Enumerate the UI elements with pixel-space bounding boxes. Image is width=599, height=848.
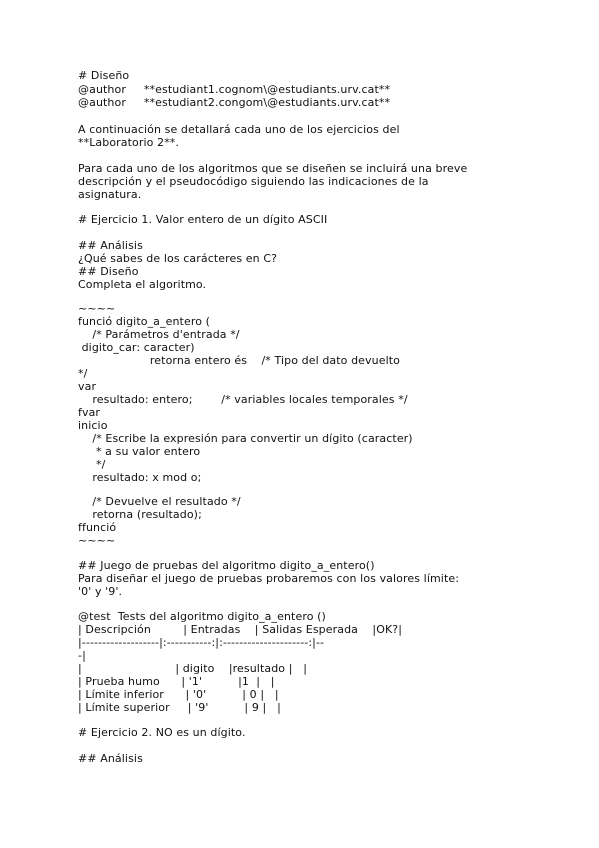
- paragraph-line-2: descripción y el pseudocódigo siguiendo las indicaciones de la: [78, 175, 429, 188]
- table-header-row: | Descripción | Entradas | Salidas Esperada |OK?|: [78, 623, 403, 636]
- code-line: */: [78, 458, 106, 471]
- code-fence-close: ~~~~: [78, 534, 116, 547]
- heading-diseno: # Diseño: [78, 69, 130, 82]
- code-line: inicio: [78, 419, 108, 432]
- question-text: ¿Qué sabes de los carácteres en C?: [78, 252, 278, 265]
- intro-text-2: **Laboratorio 2**.: [78, 136, 179, 149]
- code-line: var: [78, 380, 97, 393]
- subheading-analisis: ## Análisis: [78, 239, 143, 252]
- pruebas-text-2: '0' y '9'.: [78, 585, 123, 598]
- code-line: */: [78, 367, 88, 380]
- table-row: | Límite inferior | '0' | 0 | |: [78, 688, 279, 701]
- table-row: | Prueba humo | '1' |1 | |: [78, 675, 275, 688]
- author-line-1: @author **estudiant1.cognom\@estudiants.urv.cat**: [78, 83, 391, 96]
- subheading-diseno: ## Diseño: [78, 265, 139, 278]
- code-line: /* Parámetros d'entrada */: [78, 328, 240, 341]
- code-line: resultado: entero; /* variables locales temporales */: [78, 393, 408, 406]
- table-separator-wrap: -|: [78, 649, 86, 662]
- subheading-juego-pruebas: ## Juego de pruebas del algoritmo digito_a_entero(): [78, 559, 375, 572]
- author-line-2: @author **estudiant2.congom\@estudiants.urv.cat**: [78, 96, 391, 109]
- code-line: ffunció: [78, 521, 117, 534]
- code-line: retorna (resultado);: [78, 508, 202, 521]
- paragraph-line-3: asignatura.: [78, 188, 142, 201]
- instruction-text: Completa el algoritmo.: [78, 278, 207, 291]
- code-line: /* Devuelve el resultado */: [78, 495, 241, 508]
- test-heading: @test Tests del algoritmo digito_a_entero (): [78, 610, 326, 623]
- table-row: | | digito |resultado | |: [78, 662, 308, 675]
- heading-ejercicio-1: # Ejercicio 1. Valor entero de un dígito ASCII: [78, 213, 328, 226]
- code-line: digito_car: caracter): [78, 341, 195, 354]
- table-row: | Límite superior | '9' | 9 | |: [78, 701, 281, 714]
- code-line: /* Escribe la expresión para convertir un dígito (caracter): [78, 432, 413, 445]
- pruebas-text-1: Para diseñar el juego de pruebas probaremos con los valores límite:: [78, 572, 460, 585]
- heading-ejercicio-2: # Ejercicio 2. NO es un dígito.: [78, 726, 246, 739]
- code-line: retorna entero és /* Tipo del dato devuelto: [78, 354, 400, 367]
- table-separator-row: |-------------------|:-----------:|:---------------------:|--: [78, 636, 325, 649]
- paragraph-line-1: Para cada uno de los algoritmos que se diseñen se incluirá una breve: [78, 162, 468, 175]
- code-line: funció digito_a_entero (: [78, 315, 211, 328]
- code-line: fvar: [78, 406, 101, 419]
- code-line: resultado: x mod o;: [78, 471, 202, 484]
- subheading-analisis-2: ## Análisis: [78, 752, 143, 765]
- intro-text-1: A continuación se detallará cada uno de los ejercicios del: [78, 123, 400, 136]
- code-fence-open: ~~~~: [78, 302, 116, 315]
- code-line: * a su valor entero: [78, 445, 201, 458]
